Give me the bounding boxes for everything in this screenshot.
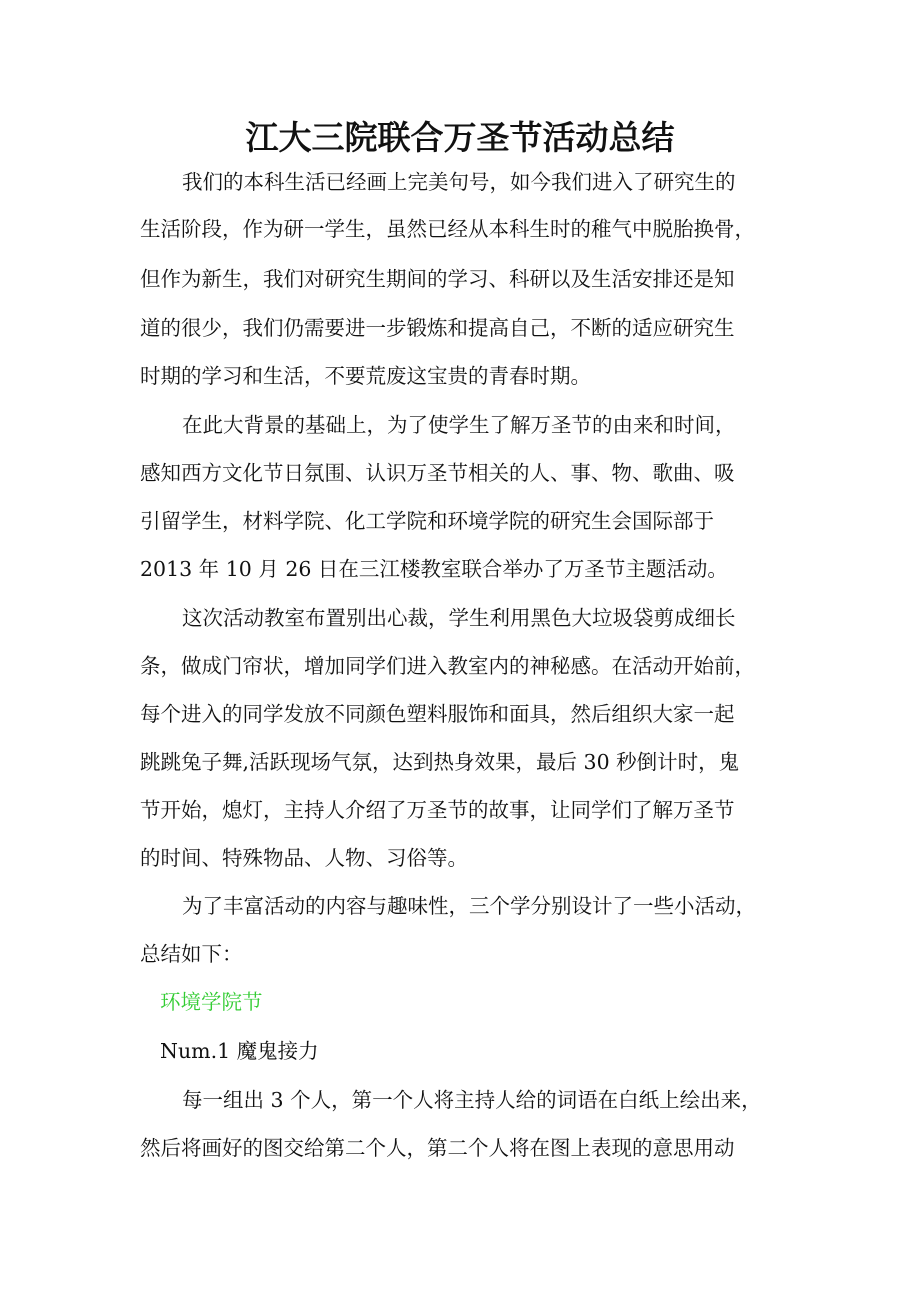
paragraph-line: 节开始，熄灯，主持人介绍了万圣节的故事，让同学们了解万圣节 xyxy=(140,798,735,822)
paragraph-line: 时期的学习和生活，不要荒废这宝贵的青春时期。 xyxy=(140,364,591,388)
paragraph-line: 但作为新生，我们对研究生期间的学习、科研以及生活安排还是知 xyxy=(140,267,735,291)
paragraph-line: 的时间、特殊物品、人物、习俗等。 xyxy=(140,846,468,870)
paragraph-line: 引留学生，材料学院、化工学院和环境学院的研究生会国际部于 xyxy=(140,509,714,533)
paragraph-line: 我们的本科生活已经画上完美句号，如今我们进入了研究生的 xyxy=(182,170,736,194)
paragraph-line: 这次活动教室布置别出心裁，学生利用黑色大垃圾袋剪成细长 xyxy=(182,606,736,630)
paragraph-line: 条，做成门帘状，增加同学们进入教室内的神秘感。在活动开始前， xyxy=(140,654,755,678)
paragraph-line: 每个进入的同学发放不同颜色塑料服饰和面具，然后组织大家一起 xyxy=(140,702,735,726)
paragraph-line: 跳跳兔子舞,活跃现场气氛，达到热身效果，最后 30 秒倒计时，鬼 xyxy=(140,750,740,774)
paragraph-line: 为了丰富活动的内容与趣味性，三个学分别设计了一些小活动， xyxy=(182,894,756,918)
document-title: 江大三院联合万圣节活动总结 xyxy=(245,118,675,157)
subsection-heading: Num.1 魔鬼接力 xyxy=(160,1039,319,1063)
paragraph-line: 生活阶段，作为研一学生，虽然已经从本科生时的稚气中脱胎换骨， xyxy=(140,217,755,241)
paragraph-line: 2013 年 10 月 26 日在三江楼教室联合举办了万圣节主题活动。 xyxy=(140,557,728,581)
paragraph-line: 总结如下： xyxy=(140,942,243,966)
paragraph-line: 在此大背景的基础上，为了使学生了解万圣节的由来和时间， xyxy=(182,413,736,437)
section-heading: 环境学院节 xyxy=(160,990,263,1014)
paragraph-line: 每一组出 3 个人，第一个人将主持人给的词语在白纸上绘出来， xyxy=(182,1088,762,1112)
paragraph-line: 然后将画好的图交给第二个人，第二个人将在图上表现的意思用动 xyxy=(140,1136,735,1160)
paragraph-line: 感知西方文化节日氛围、认识万圣节相关的人、事、物、歌曲、吸 xyxy=(140,461,735,485)
paragraph-line: 道的很少，我们仍需要进一步锻炼和提高自己，不断的适应研究生 xyxy=(140,316,735,340)
